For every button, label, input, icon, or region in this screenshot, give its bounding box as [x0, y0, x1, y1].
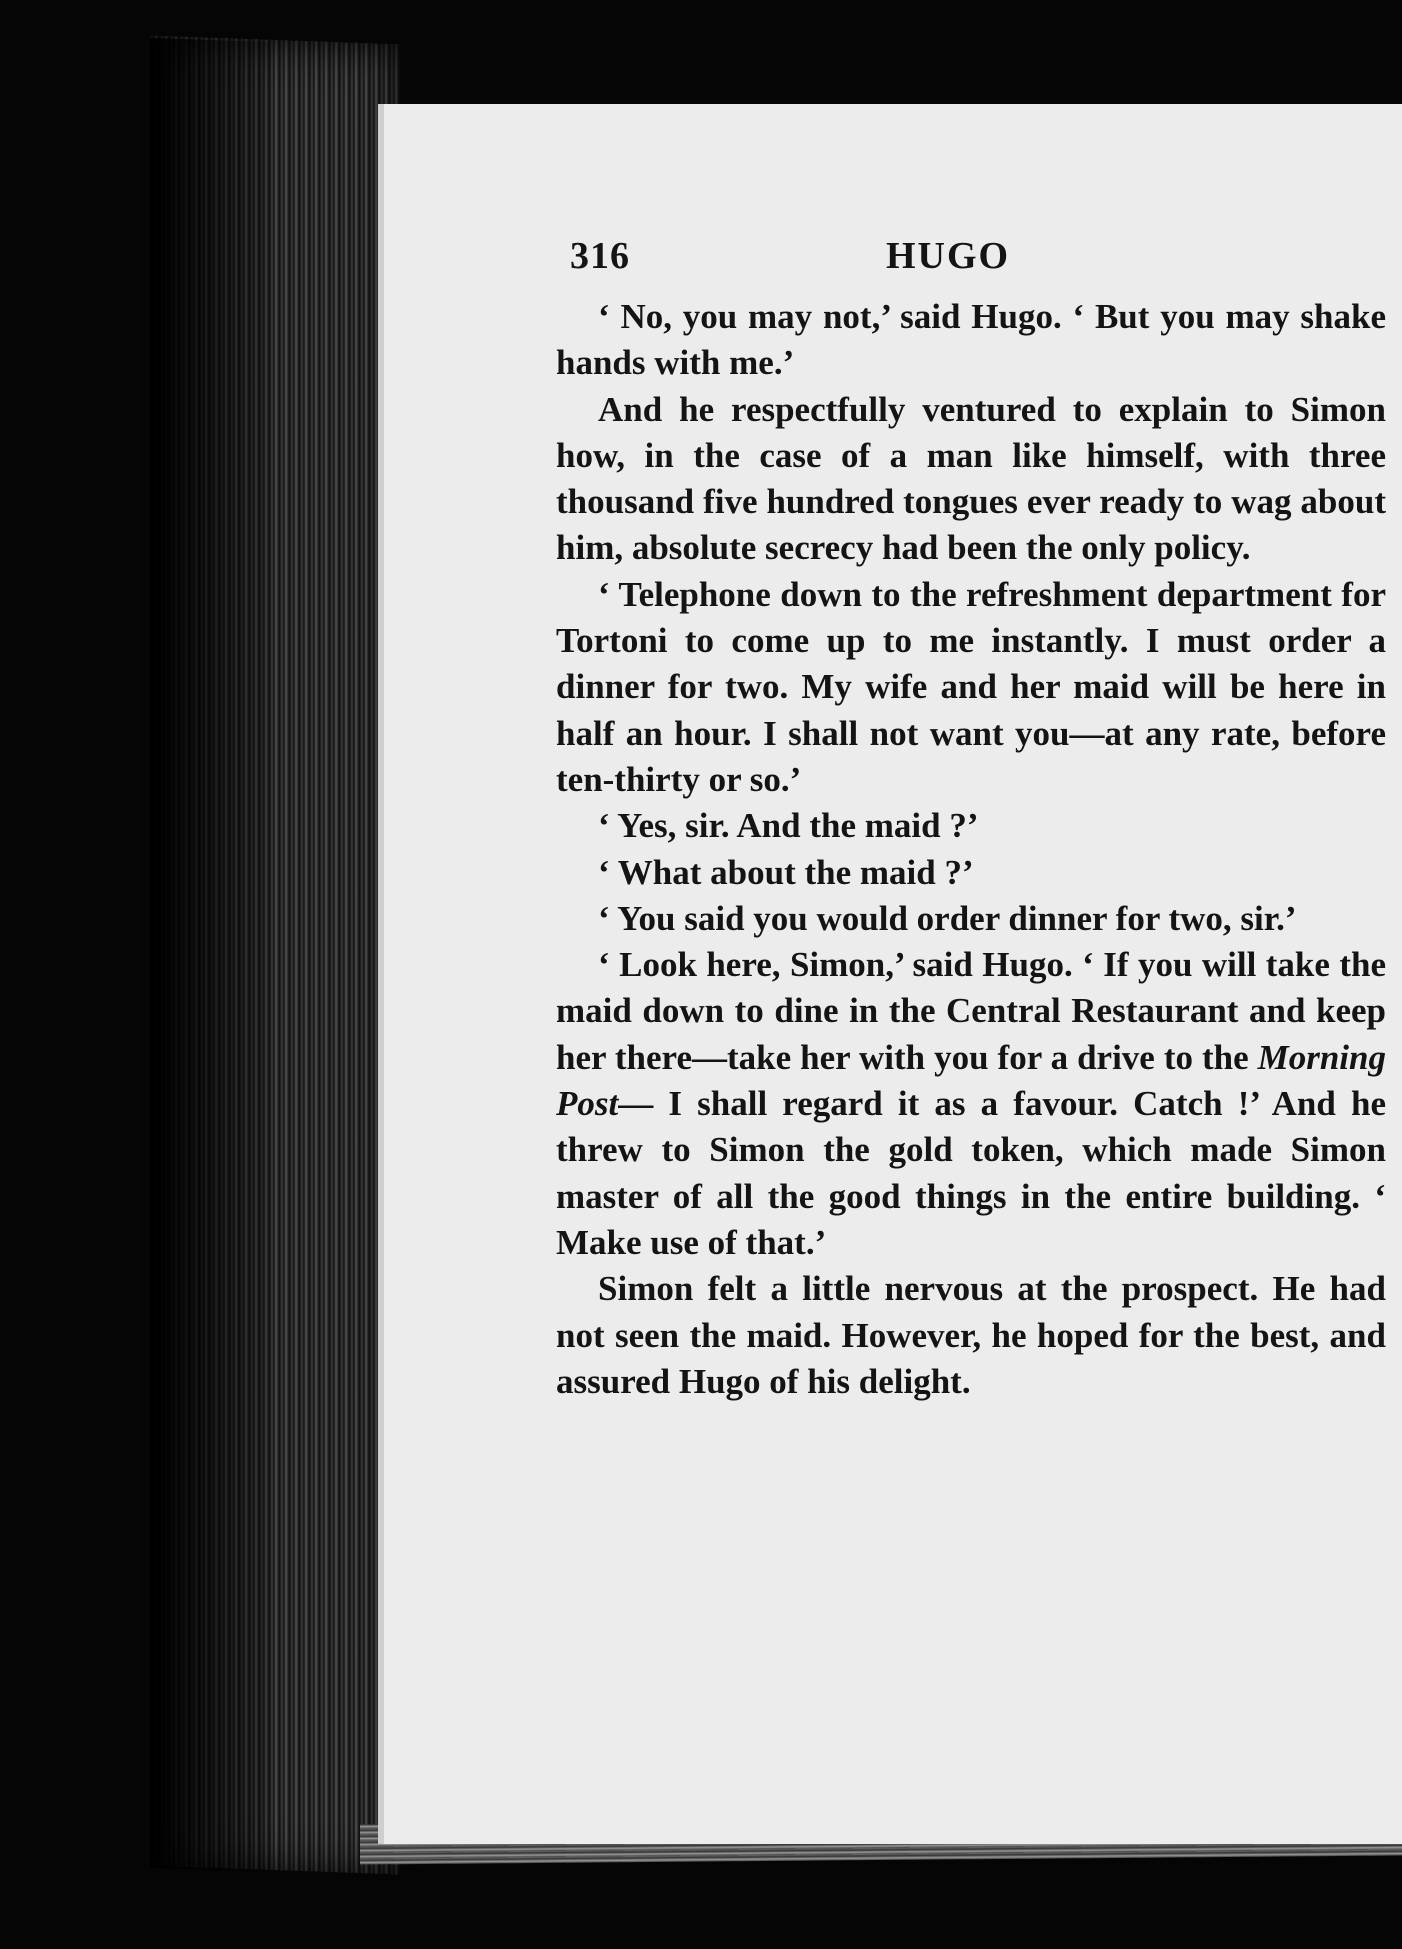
italic-title: Morning Post: [556, 1037, 1386, 1124]
page-number: 316: [570, 235, 630, 277]
running-title: HUGO: [886, 235, 1011, 277]
paragraph: [556, 942, 1386, 1266]
paragraph: And he respectfully ventured to explain to Simon how, in the case of a man like himself, with three thousand five hundred tongues ever ready to wag about him, absolute secrecy had been the only policy.: [556, 389, 1386, 568]
paragraph: Simon felt a little nervous at the prospect. He had not seen the maid. However, he hoped for the best, and assured Hugo of his delight.: [556, 1269, 1386, 1401]
paragraph: ‘ Yes, sir. And the maid ?’: [598, 806, 979, 846]
paragraph: ‘ You said you would order dinner for two, sir.’: [598, 898, 1297, 938]
paragraph-text: — I shall regard it as a favour. Catch !’ And he threw to Simon the gold token, which made Simon master of all the good things in the entire building. ‘ Make use of that.’: [556, 1084, 1386, 1262]
body-text: [556, 294, 1386, 1405]
page-header: [556, 224, 1386, 294]
paragraph: ‘ No, you may not,’ said Hugo. ‘ But you may shake hands with me.’: [556, 297, 1386, 383]
paragraph: ‘ What about the maid ?’: [598, 852, 974, 892]
paragraph-text: ‘ Look here, Simon,’ said Hugo. ‘ If you will take the maid down to dine in the Central Restaurant and keep her there—take her with you for a drive to the: [556, 945, 1386, 1077]
book-page: [378, 104, 1402, 1844]
spine-shadow: [150, 38, 270, 1872]
page-content: [556, 224, 1386, 1405]
paragraph: ‘ Telephone down to the refreshment department for Tortoni to come up to me instantly. I must order a dinner for two. My wife and her maid will be here in half an hour. I shall not want you—at any rate, before ten-thirty or so.’: [556, 574, 1386, 799]
